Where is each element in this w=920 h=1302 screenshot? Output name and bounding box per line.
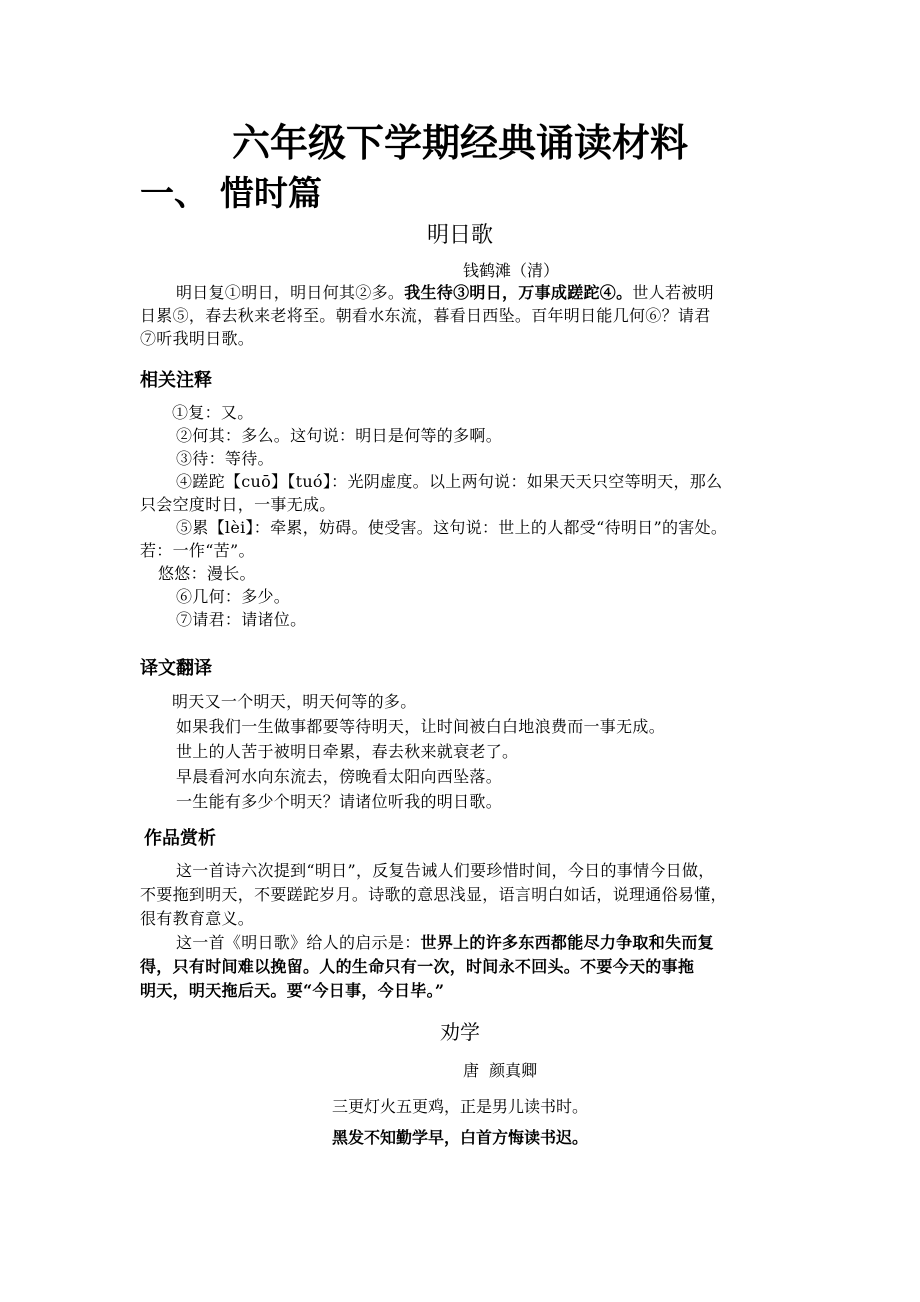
- appreciation-p2a-normal: 这一首《明日歌》给人的启示是：: [176, 933, 421, 952]
- appreciation-body: [140, 859, 800, 1003]
- section-heading-1: 一、 惜时篇: [140, 174, 322, 214]
- translation-list: [140, 689, 800, 814]
- appreciation-p2b: 得，只有时间难以挽留。人的生命只有一次，时间永不回头。不要今天的事拖: [140, 957, 695, 976]
- poem1-body-c: 世人若被明: [632, 283, 714, 302]
- translation-line-4: 早晨看河水向东流去，傍晚看太阳向西坠落。: [176, 767, 503, 786]
- translation-heading: 译文翻译: [140, 658, 212, 679]
- appreciation-p1c: 很有教育意义。: [140, 909, 255, 928]
- poem1-body-b: 我生待③明日，万事成蹉跎④。: [404, 283, 633, 302]
- notes-list: [140, 401, 800, 631]
- translation-line-1: 明天又一个明天，明天何等的多。: [172, 692, 417, 711]
- poem2-line-1: 三更灯火五更鸡，正是男儿读书时。: [331, 1097, 588, 1116]
- note-3: ③待：等待。: [176, 449, 274, 468]
- translation-line-5: 一生能有多少个明天？请诸位听我的明日歌。: [176, 792, 503, 811]
- note-4a: ④蹉跎【cuō】【tuó】：光阴虚度。以上两句说：如果天天只空等明天，那么: [176, 472, 723, 491]
- poem2-author: 唐 颜真卿: [463, 1061, 538, 1080]
- appreciation-p2c: 明天，明天拖后天。要“今日事，今日毕。”: [140, 981, 445, 1000]
- page-title: 六年级下学期经典诵读材料: [231, 121, 688, 165]
- note-2: ②何其：多么。这句说：明日是何等的多啊。: [176, 426, 503, 445]
- appreciation-p1a: 这一首诗六次提到“明日”，反复告诫人们要珍惜时间，今日的事情今日做，: [176, 861, 715, 880]
- poem2-line-2: 黑发不知勤学早，白首方悔读书迟。: [331, 1128, 588, 1147]
- note-6: ⑥几何：多少。: [176, 587, 291, 606]
- appreciation-p2a-bold: 世界上的许多东西都能尽力争取和失而复: [420, 933, 714, 952]
- notes-heading: 相关注释: [140, 370, 212, 391]
- poem1-body-line2: 日累⑤，春去秋来老将至。朝看水东流，暮看日西坠。百年明日能几何⑥？请君: [140, 306, 711, 325]
- translation-line-2: 如果我们一生做事都要等待明天，让时间被白白地浪费而一事无成。: [176, 717, 666, 736]
- poem1-body: [140, 281, 800, 350]
- poem1-body-line3: ⑦听我明日歌。: [140, 329, 255, 348]
- note-5a: ⑤累【lèi】：牵累，妨碍。使受害。这句说：世上的人都受“待明日”的害处。: [176, 518, 728, 537]
- note-1: ①复：又。: [172, 403, 254, 422]
- poem1-author: 钱鹤滩（清）: [463, 261, 560, 280]
- note-5c: 悠悠：漫长。: [158, 564, 256, 583]
- note-7: ⑦请君：请诸位。: [176, 610, 307, 629]
- appreciation-p1b: 不要拖到明天，不要蹉跎岁月。诗歌的意思浅显，语言明白如话，说理通俗易懂，: [140, 885, 727, 904]
- note-5b: 若：一作“苦”。: [140, 541, 255, 560]
- translation-line-3: 世上的人苦于被明日牵累，春去秋来就衰老了。: [176, 742, 519, 761]
- appreciation-heading: 作品赏析: [144, 828, 216, 849]
- note-4b: 只会空度时日，一事无成。: [140, 495, 336, 514]
- poem2-title: 劝学: [440, 1020, 480, 1044]
- poem1-body-a: 明日复①明日，明日何其②多。: [176, 283, 405, 302]
- poem1-title: 明日歌: [426, 223, 493, 248]
